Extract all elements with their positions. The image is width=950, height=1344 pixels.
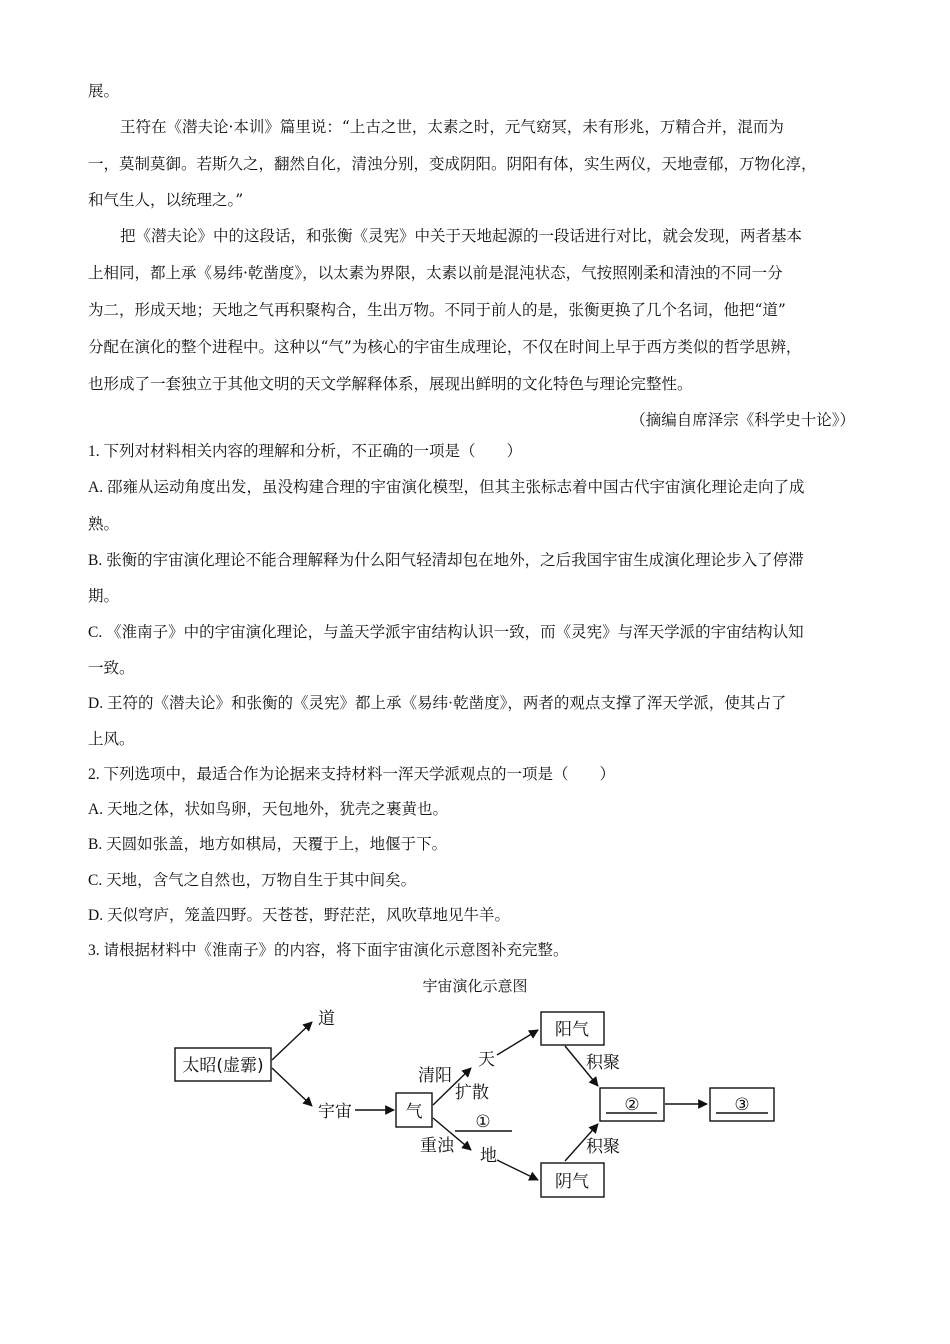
passage-line: 为二，形成天地；天地之气再积聚构合，生出万物。不同于前人的是，张衡更换了几个名词，他把“道” bbox=[88, 301, 786, 319]
q1-option-c: C. 《淮南子》中的宇宙演化理论，与盖天学派宇宙结构认识一致，而《灵宪》与浑天学派的宇宙结构认知 bbox=[88, 624, 804, 641]
passage-line: 把《潜夫论》中的这段话，和张衡《灵宪》中关于天地起源的一段话进行对比，就会发现，两者基本 bbox=[120, 227, 803, 245]
label-di: 地 bbox=[480, 1146, 497, 1166]
diagram-title: 宇宙演化示意图 bbox=[422, 977, 528, 995]
label-yuzhou: 宇宙 bbox=[318, 1102, 352, 1122]
label-kuosan: 扩散 bbox=[455, 1083, 489, 1103]
arrow-to-dao bbox=[272, 1022, 312, 1060]
arrow-to-yangqi bbox=[497, 1030, 538, 1055]
q2-option-b: B. 天圆如张盖，地方如棋局，天覆于上，地偃于下。 bbox=[88, 836, 448, 853]
passage-line: 上相同，都上承《易纬·乾凿度》，以太素为界限，太素以前是混沌状态，气按照刚柔和清浊的不同一分 bbox=[88, 264, 783, 282]
label-qi: 气 bbox=[405, 1102, 423, 1122]
label-yangqi: 阳气 bbox=[555, 1020, 589, 1040]
q2-option-c: C. 天地，含气之自然也，万物自生于其中间矣。 bbox=[88, 872, 417, 889]
label-yinqi: 阴气 bbox=[555, 1172, 589, 1192]
q1-option-a-cont: 熟。 bbox=[88, 516, 120, 533]
label-blank-1: ① bbox=[475, 1112, 491, 1132]
arrow-to-yuzhou bbox=[272, 1068, 312, 1106]
q1-option-b: B. 张衡的宇宙演化理论不能合理解释为什么阳气轻清却包在地外，之后我国宇宙生成演化理论步入了停滞 bbox=[88, 552, 804, 569]
passage-line: 分配在演化的整个进程中。这种以“气”为核心的宇宙生成理论，不仅在时间上早于西方类似的哲学思辨， bbox=[88, 338, 802, 356]
question-2: 2. 下列选项中，最适合作为论据来支持材料一浑天学派观点的一项是（ ） bbox=[88, 766, 616, 783]
label-blank-3: ③ bbox=[734, 1095, 750, 1115]
label-blank-2: ② bbox=[624, 1095, 640, 1115]
question-1: 1. 下列对材料相关内容的理解和分析，不正确的一项是（ ） bbox=[88, 443, 523, 460]
passage-line: 展。 bbox=[88, 82, 120, 100]
passage-line: 和气生人，以统理之。” bbox=[88, 191, 244, 209]
q1-option-c-cont: 一致。 bbox=[88, 660, 135, 677]
passage-line: 王符在《潜夫论·本训》篇里说：“上古之世，太素之时，元气窈冥，未有形兆，万精合并，混而为 bbox=[120, 118, 784, 136]
passage-line: 一，莫制莫御。若斯久之，翻然自化，清浊分别，变成阴阳。阴阳有体，实生两仪，天地壹郁，万物化淳， bbox=[88, 155, 817, 173]
q1-option-b-cont: 期。 bbox=[88, 588, 120, 605]
label-dao: 道 bbox=[318, 1009, 335, 1029]
question-3: 3. 请根据材料中《淮南子》的内容，将下面宇宙演化示意图补充完整。 bbox=[88, 942, 569, 959]
label-taizhao: 太昭(虚霩) bbox=[182, 1056, 264, 1076]
label-jiju-top: 积聚 bbox=[586, 1053, 620, 1073]
q2-option-a: A. 天地之体，状如鸟卵，天包地外，犹壳之裹黄也。 bbox=[88, 801, 448, 818]
label-qingyang: 清阳 bbox=[418, 1066, 452, 1086]
label-tian: 天 bbox=[478, 1050, 495, 1070]
label-zhongzhuo: 重浊 bbox=[420, 1136, 454, 1156]
passage-line: 也形成了一套独立于其他文明的天文学解释体系，展现出鲜明的文化特色与理论完整性。 bbox=[88, 375, 693, 393]
q1-option-d: D. 王符的《潜夫论》和张衡的《灵宪》都上承《易纬·乾凿度》，两者的观点支撑了浑天学派，使其占了 bbox=[88, 695, 787, 712]
q1-option-a: A. 邵雍从运动角度出发，虽没构建合理的宇宙演化模型，但其主张标志着中国古代宇宙演化理论走向了成 bbox=[88, 479, 805, 496]
label-jiju-bottom: 积聚 bbox=[586, 1137, 620, 1157]
q2-option-d: D. 天似穹庐，笼盖四野。天苍苍，野茫茫，风吹草地见牛羊。 bbox=[88, 907, 510, 924]
source-citation: （摘编自席泽宗《科学史十论》） bbox=[630, 411, 855, 429]
q1-option-d-cont: 上风。 bbox=[88, 731, 135, 748]
arrow-to-yinqi bbox=[497, 1160, 538, 1180]
